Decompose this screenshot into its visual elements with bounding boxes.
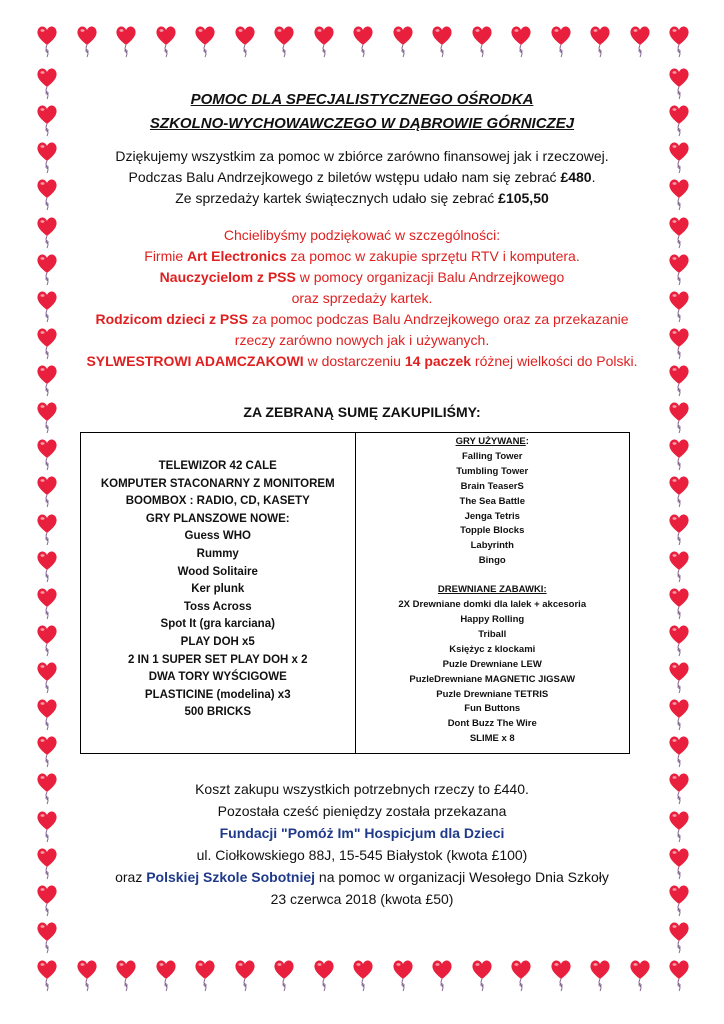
list-item: Księżyc z klockami [449, 643, 536, 655]
heart-balloon-icon [668, 623, 690, 657]
intro-line-2 [60, 167, 664, 188]
heart-balloon-icon [36, 809, 58, 843]
list-item: Topple Blocks [460, 525, 525, 537]
list-item: KOMPUTER STACONARNY Z MONITOREM [100, 477, 335, 490]
wooden-toys-list [356, 598, 630, 747]
heart-balloon-icon [36, 437, 58, 471]
heart-balloon-icon [668, 920, 690, 954]
heart-balloon-icon [36, 289, 58, 323]
list-item: Triball [478, 628, 507, 640]
heart-balloon-icon [668, 771, 690, 805]
new-items-column [81, 433, 356, 754]
heart-balloon-icon [36, 623, 58, 657]
cards-amount: £105,50 [498, 190, 549, 206]
heart-balloon-icon [36, 846, 58, 880]
thanks-art-electronics: Art Electronics [187, 248, 287, 264]
footer-l5-post: na pomoc w organizacji Wesołego Dnia Szkoły [315, 869, 609, 886]
heart-balloon-icon [194, 958, 216, 992]
heart-balloon-icon [668, 549, 690, 583]
new-items-list [81, 458, 355, 722]
heart-balloon-icon [273, 24, 295, 58]
thanks-packages: 14 paczek [404, 353, 472, 369]
heart-balloon-icon [392, 24, 414, 58]
heart-balloon-icon [629, 958, 651, 992]
intro-line-3 [60, 188, 664, 209]
heart-balloon-icon [313, 958, 335, 992]
used-games-title: GRY UŻYWANE [455, 436, 526, 447]
intro-line-3-text: Ze sprzedaży kartek świątecznych udało się zebrać [175, 190, 499, 206]
list-item: Bingo [478, 555, 506, 567]
list-item: The Sea Battle [459, 495, 525, 507]
footer-line-2: Pozostała cześć pieniędzy została przekazana [217, 803, 507, 820]
heart-balloon-icon [510, 958, 532, 992]
footer-date: 23 czerwca 2018 (kwota £50) [270, 891, 454, 908]
list-item: Jenga Tetris [464, 510, 520, 522]
heart-balloon-icon [629, 24, 651, 58]
footer-line-5 [60, 866, 664, 888]
heart-balloon-icon [668, 177, 690, 211]
heart-balloon-icon [36, 103, 58, 137]
thanks-section [60, 225, 664, 372]
used-games-list [356, 450, 630, 569]
heart-balloon-icon [273, 958, 295, 992]
heart-balloon-icon [431, 24, 453, 58]
heart-balloon-icon [36, 363, 58, 397]
heart-balloon-icon [76, 24, 98, 58]
heart-balloon-icon [668, 809, 690, 843]
heart-balloon-icon [668, 734, 690, 768]
heart-balloon-icon [668, 883, 690, 917]
heart-balloon-icon [36, 512, 58, 546]
list-item: TELEWIZOR 42 CALE [158, 460, 277, 472]
heart-balloon-icon [668, 437, 690, 471]
heart-balloon-icon [668, 363, 690, 397]
thanks-line-2 [60, 246, 664, 267]
thanks-l7-post: różnej wielkości do Polski. [471, 353, 638, 369]
heart-balloon-icon [155, 958, 177, 992]
heart-balloon-icon [392, 958, 414, 992]
list-item: BOOMBOX : RADIO, CD, KASETY [125, 495, 310, 508]
thanks-teachers: Nauczycielom z PSS [159, 269, 296, 285]
list-item: PLAY DOH x5 [180, 635, 255, 648]
list-item: Wood Solitaire [177, 565, 258, 578]
footer-address: ul. Ciołkowskiego 88J, 15-545 Białystok (kwota £100) [196, 847, 528, 864]
used-games-heading [356, 435, 630, 450]
heart-balloon-icon [668, 289, 690, 323]
heart-balloon-icon [668, 252, 690, 286]
heart-balloon-icon [589, 958, 611, 992]
list-item: DWA TORY WYŚCIGOWE [148, 671, 287, 684]
heart-balloon-icon [589, 24, 611, 58]
footer-section [60, 778, 664, 910]
heart-balloon-icon [668, 140, 690, 174]
list-item: 2X Drewniane domki dla lalek + akcesoria [398, 599, 587, 611]
thanks-line-4: oraz sprzedaży kartek. [291, 290, 433, 306]
list-item: Puzle Drewniane LEW [442, 658, 542, 670]
heart-balloon-icon [36, 400, 58, 434]
heart-balloon-icon [194, 24, 216, 58]
thanks-line-3 [60, 267, 664, 288]
purchases-table [80, 432, 630, 754]
used-games-colon: : [525, 436, 529, 447]
heart-balloon-icon [115, 958, 137, 992]
list-item: Puzle Drewniane TETRIS [436, 688, 549, 700]
spacer [356, 569, 630, 583]
heart-balloon-icon [36, 474, 58, 508]
heart-balloon-icon [352, 24, 374, 58]
heart-balloon-icon [313, 24, 335, 58]
heart-balloon-icon [550, 24, 572, 58]
heart-balloon-icon [431, 958, 453, 992]
list-item: Happy Rolling [460, 613, 525, 625]
page-content [60, 88, 664, 910]
heart-balloon-icon [36, 920, 58, 954]
footer-l5-pre: oraz [115, 869, 147, 886]
thanks-l2-pre: Firmie [144, 248, 188, 264]
heart-balloon-icon [36, 66, 58, 100]
intro-line-2-end: . [591, 169, 596, 185]
list-item: Labyrinth [470, 540, 514, 552]
heart-balloon-icon [668, 24, 690, 58]
title-line-1: POMOC DLA SPECJALISTYCZNEGO OŚRODKA [190, 91, 534, 108]
heart-balloon-icon [471, 24, 493, 58]
heart-balloon-icon [36, 697, 58, 731]
heart-balloon-icon [668, 215, 690, 249]
heart-balloon-icon [668, 103, 690, 137]
heart-balloon-icon [668, 660, 690, 694]
heart-balloon-icon [234, 24, 256, 58]
thanks-sylwester: SYLWESTROWI ADAMCZAKOWI [86, 353, 304, 369]
heart-balloon-icon [36, 958, 58, 992]
heart-balloon-icon [471, 958, 493, 992]
intro-line-1: Dziękujemy wszystkim za pomoc w zbiórce zarówno finansowej jak i rzeczowej. [115, 148, 609, 164]
ball-amount: £480 [560, 169, 592, 185]
heart-balloon-icon [115, 24, 137, 58]
heart-balloon-icon [668, 474, 690, 508]
heart-balloon-icon [36, 734, 58, 768]
list-item: PLASTICINE (modelina) x3 [144, 688, 291, 701]
heart-balloon-icon [668, 697, 690, 731]
heart-balloon-icon [36, 586, 58, 620]
used-items-column [355, 433, 630, 754]
list-item: Guess WHO [184, 530, 251, 543]
heart-balloon-icon [36, 883, 58, 917]
purchases-heading: ZA ZEBRANĄ SUMĘ ZAKUPILIŚMY: [243, 404, 481, 420]
saturday-school-name: Polskiej Szkole Sobotniej [146, 869, 316, 886]
list-item: SLIME x 8 [469, 733, 515, 745]
heart-balloon-icon [155, 24, 177, 58]
list-item: Ker plunk [191, 583, 245, 596]
list-item: Tumbling Tower [456, 465, 529, 477]
thanks-line-6: rzeczy zarówno nowych jak i używanych. [234, 332, 490, 348]
heart-balloon-icon [36, 24, 58, 58]
thanks-line-7 [60, 351, 664, 372]
heart-balloon-icon [668, 326, 690, 360]
foundation-name: Fundacji "Pomóż Im" Hospicjum dla Dzieci [219, 825, 505, 842]
footer-line-1: Koszt zakupu wszystkich potrzebnych rzeczy to £440. [195, 781, 529, 798]
list-item: 500 BRICKS [184, 706, 251, 719]
heart-balloon-icon [36, 771, 58, 805]
heart-balloon-icon [668, 512, 690, 546]
title-line-2: SZKOLNO-WYCHOWAWCZEGO W DĄBROWIE GÓRNICZEJ [149, 115, 575, 132]
heart-balloon-icon [36, 215, 58, 249]
list-item: Brain TeaserS [460, 480, 524, 492]
heart-balloon-icon [36, 177, 58, 211]
list-item: Toss Across [183, 600, 252, 613]
heart-balloon-icon [36, 549, 58, 583]
thanks-line-5 [60, 309, 664, 330]
heart-balloon-icon [36, 252, 58, 286]
heart-balloon-icon [668, 586, 690, 620]
heart-balloon-icon [668, 958, 690, 992]
thanks-l2-post: za pomoc w zakupie sprzętu RTV i komputera. [286, 248, 580, 264]
thanks-l5-post: za pomoc podczas Balu Andrzejkowego oraz za przekazanie [247, 311, 629, 327]
list-item: Rummy [196, 547, 239, 560]
heart-balloon-icon [352, 958, 374, 992]
thanks-line-1: Chcielibyśmy podziękować w szczególności: [223, 227, 501, 243]
list-item: Falling Tower [461, 450, 523, 462]
heart-balloon-icon [550, 958, 572, 992]
list-item: Dont Buzz The Wire [447, 718, 537, 730]
wooden-toys-heading: DREWNIANE ZABAWKI: [437, 584, 547, 596]
heart-balloon-icon [36, 660, 58, 694]
list-item: 2 IN 1 SUPER SET PLAY DOH x 2 [127, 653, 308, 666]
heart-balloon-icon [36, 140, 58, 174]
heart-balloon-icon [76, 958, 98, 992]
heart-balloon-icon [668, 400, 690, 434]
intro-line-2-text: Podczas Balu Andrzejkowego z biletów wstępu udało nam się zebrać [128, 169, 561, 185]
heart-balloon-icon [36, 326, 58, 360]
list-item: GRY PLANSZOWE NOWE: [145, 512, 290, 525]
heart-balloon-icon [234, 958, 256, 992]
thanks-l3-post: w pomocy organizacji Balu Andrzejkowego [295, 269, 565, 285]
list-item: Spot It (gra karciana) [160, 618, 275, 631]
heart-balloon-icon [668, 846, 690, 880]
heart-balloon-icon [668, 66, 690, 100]
heart-balloon-icon [510, 24, 532, 58]
thanks-l7-mid: w dostarczeniu [303, 353, 405, 369]
list-item: Fun Buttons [464, 703, 521, 715]
list-item: PuzleDrewniane MAGNETIC JIGSAW [409, 673, 576, 685]
thanks-parents: Rodzicom dzieci z PSS [95, 311, 248, 327]
intro-section [60, 146, 664, 209]
